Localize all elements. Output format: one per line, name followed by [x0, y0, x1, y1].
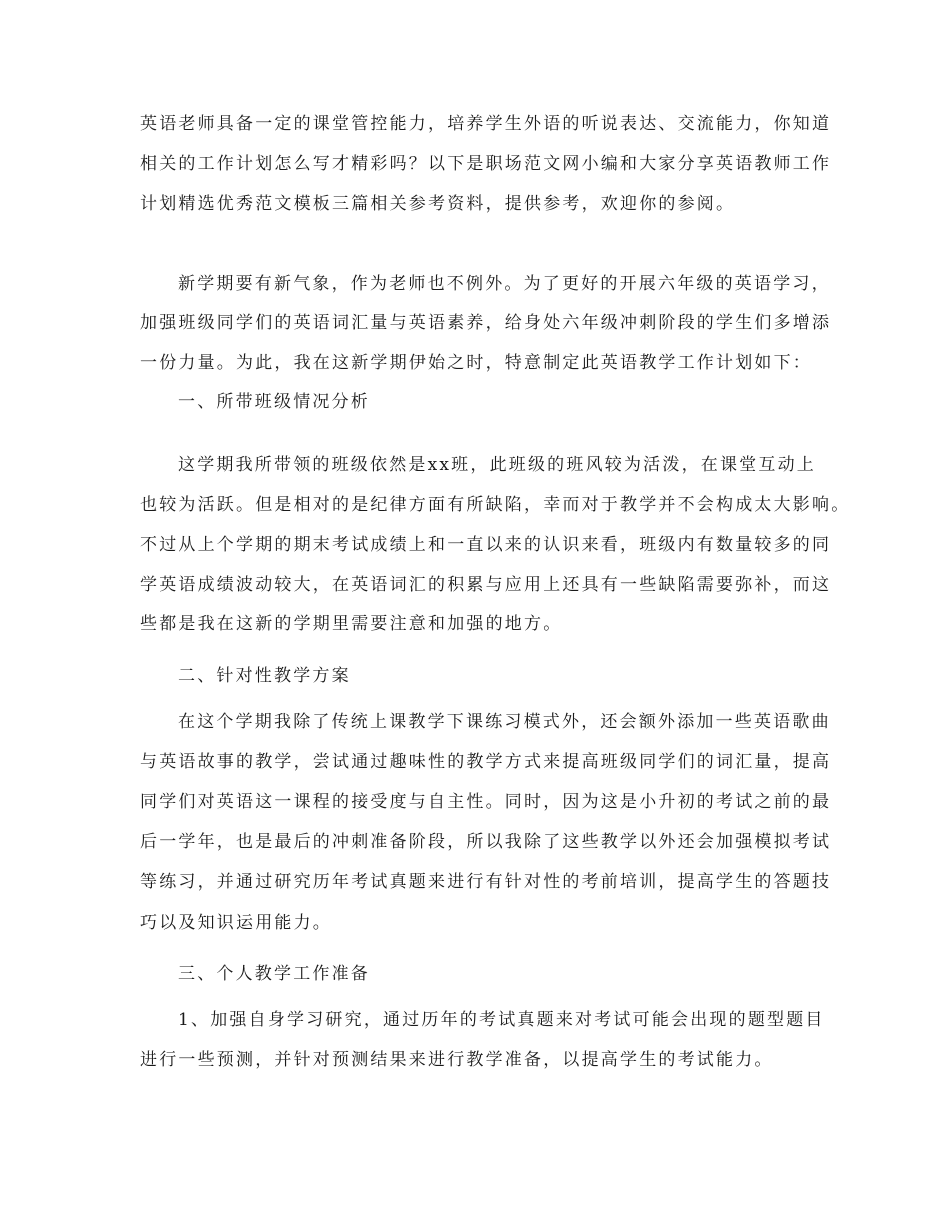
section3-heading: 三、个人教学工作准备	[178, 964, 370, 984]
section2-line-4: 后一学年，也是最后的冲刺准备阶段，所以我除了这些教学以外还会加强模拟考试	[140, 832, 832, 852]
section1-line-1: 这学期我所带领的班级依然是xx班，此班级的班风较为活泼，在课堂互动上	[178, 455, 816, 475]
section2-heading: 二、针对性教学方案	[178, 666, 351, 686]
section3-line-1: 1、加强自身学习研究，通过历年的考试真题来对考试可能会出现的题型题目	[178, 1010, 825, 1030]
opening-line-1: 新学期要有新气象，作为老师也不例外。为了更好的开展六年级的英语学习，	[178, 274, 831, 294]
opening-line-2: 加强班级同学们的英语词汇量与英语素养，给身处六年级冲刺阶段的学生们多增添	[140, 313, 832, 333]
section1-line-2: 也较为活跃。但是相对的是纪律方面有所缺陷，幸而对于教学并不会构成太大影响。	[140, 495, 851, 515]
section2-line-5: 等练习，并通过研究历年考试真题来进行有针对性的考前培训，提高学生的答题技	[140, 872, 832, 892]
section1-line-4: 学英语成绩波动较大，在英语词汇的积累与应用上还具有一些缺陷需要弥补，而这	[140, 575, 832, 595]
intro-line-3: 计划精选优秀范文模板三篇相关参考资料，提供参考，欢迎你的参阅。	[140, 194, 736, 214]
section1-line-3: 不过从上个学期的期末考试成绩上和一直以来的认识来看，班级内有数量较多的同	[140, 535, 832, 555]
intro-line-2: 相关的工作计划怎么写才精彩吗？以下是职场范文网小编和大家分享英语教师工作	[140, 154, 832, 174]
section1-heading: 一、所带班级情况分析	[178, 392, 370, 412]
section3-line-2: 进行一些预测，并针对预测结果来进行教学准备，以提高学生的考试能力。	[140, 1050, 774, 1070]
section2-line-6: 巧以及知识运用能力。	[140, 913, 332, 933]
section2-line-2: 与英语故事的教学，尝试通过趣味性的教学方式来提高班级同学们的词汇量，提高	[140, 752, 832, 772]
opening-line-3: 一份力量。为此，我在这新学期伊始之时，特意制定此英语教学工作计划如下：	[140, 353, 812, 373]
section1-line-5: 些都是我在这新的学期里需要注意和加强的地方。	[140, 614, 563, 634]
section2-line-1: 在这个学期我除了传统上课教学下课练习模式外，还会额外添加一些英语歌曲	[178, 712, 831, 732]
intro-line-1: 英语老师具备一定的课堂管控能力，培养学生外语的听说表达、交流能力，你知道	[140, 114, 832, 134]
section2-line-3: 同学们对英语这一课程的接受度与自主性。同时，因为这是小升初的考试之前的最	[140, 792, 832, 812]
